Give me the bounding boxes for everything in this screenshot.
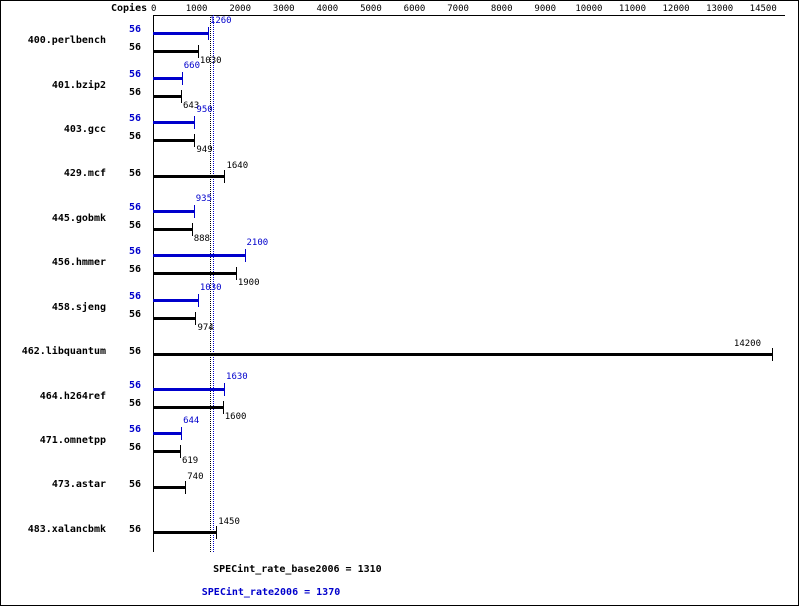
copies-value-base: 56 xyxy=(128,346,141,358)
x-axis-tick-label: 12000 xyxy=(662,4,690,14)
bar-base xyxy=(153,50,198,53)
benchmark-label: 456.hmmer xyxy=(51,257,106,269)
benchmark-label: 458.sjeng xyxy=(51,301,106,313)
bar-peak xyxy=(153,254,245,257)
bar-value-label-peak: 935 xyxy=(195,193,213,204)
copies-value-peak: 56 xyxy=(128,201,141,213)
bar-cap-base xyxy=(198,45,199,58)
summary-label-base: SPECint_rate_base2006 = 1310 xyxy=(213,564,382,575)
x-axis-tick-label: 13000 xyxy=(706,4,734,14)
bar-cap-base xyxy=(223,401,224,414)
benchmark-label: 483.xalancbmk xyxy=(27,523,106,535)
bar-cap-base xyxy=(772,348,773,361)
bar-cap-peak xyxy=(245,249,246,262)
x-axis-tick-label: 14500 xyxy=(749,4,777,14)
bar-value-label-peak: 660 xyxy=(183,60,201,71)
bar-cap-base xyxy=(224,170,225,183)
bar-value-label-base: 1900 xyxy=(237,278,260,289)
bar-cap-base xyxy=(192,223,193,236)
copies-value-base: 56 xyxy=(128,86,141,98)
copies-value-peak: 56 xyxy=(128,113,141,125)
bar-cap-peak xyxy=(181,427,182,440)
bar-value-label-base: 643 xyxy=(183,100,200,111)
copies-value-base: 56 xyxy=(128,397,141,409)
bar-base xyxy=(153,228,192,231)
copies-value-base: 56 xyxy=(128,523,141,535)
bar-value-label-base: 1600 xyxy=(224,411,247,422)
bar-cap-base xyxy=(194,134,195,147)
benchmark-label: 462.libquantum xyxy=(21,346,106,358)
bar-value-label-peak: 1030 xyxy=(199,282,222,293)
bar-base xyxy=(153,272,236,275)
bar-peak xyxy=(153,77,182,80)
copies-value-peak: 56 xyxy=(128,68,141,80)
bar-peak xyxy=(153,299,198,302)
bar-base xyxy=(153,317,195,320)
bar-value-label-base: 14200 xyxy=(733,339,762,350)
copies-value-base: 56 xyxy=(128,168,141,180)
bar-cap-peak xyxy=(182,72,183,85)
x-axis-tick-label: 8000 xyxy=(490,4,513,14)
bar-value-label-peak: 950 xyxy=(196,105,213,116)
copies-value-peak: 56 xyxy=(128,423,141,435)
bar-cap-peak xyxy=(194,205,195,218)
bar-peak xyxy=(153,210,194,213)
bar-cap-base xyxy=(216,526,217,539)
bar-value-label-base: 1450 xyxy=(218,516,240,527)
benchmark-label: 445.gobmk xyxy=(51,212,106,224)
x-axis-tick-label: 7000 xyxy=(447,4,469,14)
bar-base xyxy=(153,450,180,453)
copies-value-peak: 56 xyxy=(128,379,141,391)
benchmark-label: 429.mcf xyxy=(63,168,106,180)
bar-value-label-base: 1030 xyxy=(199,56,222,67)
x-axis-tick-label: 9000 xyxy=(534,4,557,14)
x-axis-tick-label: 5000 xyxy=(360,4,382,14)
bar-cap-peak xyxy=(208,27,209,40)
copies-value-peak: 56 xyxy=(128,24,141,36)
benchmark-label: 464.h264ref xyxy=(39,390,106,402)
bar-cap-base xyxy=(181,90,182,103)
bar-base xyxy=(153,139,194,142)
bar-value-label-base: 740 xyxy=(187,472,204,483)
bar-peak xyxy=(153,432,181,435)
bar-cap-peak xyxy=(194,116,195,129)
bar-value-label-peak: 1260 xyxy=(209,16,232,27)
x-axis-tick-label: 3000 xyxy=(272,4,295,14)
bar-value-label-peak: 1630 xyxy=(226,371,248,382)
benchmark-label: 471.omnetpp xyxy=(39,434,106,446)
x-axis-tick-label: 1000 xyxy=(185,4,208,14)
copies-value-base: 56 xyxy=(128,441,141,453)
bar-value-label-base: 949 xyxy=(196,145,213,156)
bar-peak xyxy=(153,388,224,391)
bar-base xyxy=(153,531,216,534)
bar-cap-base xyxy=(236,267,237,280)
copies-value-base: 56 xyxy=(128,308,141,320)
bar-base xyxy=(153,406,223,409)
bar-base xyxy=(153,353,772,356)
bar-value-label-peak: 644 xyxy=(183,415,200,426)
summary-label-peak: SPECint_rate2006 = 1370 xyxy=(201,587,341,598)
copies-value-peak: 56 xyxy=(128,246,141,258)
bar-cap-base xyxy=(185,481,186,494)
bar-base xyxy=(153,95,181,98)
benchmark-label: 473.astar xyxy=(51,479,106,491)
copies-value-base: 56 xyxy=(128,479,141,491)
copies-value-base: 56 xyxy=(128,264,141,276)
benchmark-label: 401.bzip2 xyxy=(51,79,106,91)
bar-peak xyxy=(153,32,208,35)
copies-value-base: 56 xyxy=(128,42,141,54)
bar-base xyxy=(153,486,185,489)
plot-top-axis xyxy=(153,15,785,16)
copies-value-peak: 56 xyxy=(128,290,141,302)
x-axis-tick-label: 10000 xyxy=(575,4,603,14)
bar-value-label-base: 1640 xyxy=(226,161,249,172)
bar-peak xyxy=(153,121,194,124)
copies-value-base: 56 xyxy=(128,219,141,231)
bar-value-label-peak: 2100 xyxy=(246,238,269,249)
bar-value-label-base: 619 xyxy=(181,455,199,466)
x-axis-tick-label: 0 xyxy=(151,4,157,14)
x-axis-tick-label: 4000 xyxy=(316,4,339,14)
copies-value-base: 56 xyxy=(128,131,141,143)
bar-base xyxy=(153,175,224,178)
bar-value-label-base: 888 xyxy=(193,233,210,244)
x-axis-tick-label: 2000 xyxy=(229,4,252,14)
x-axis-tick-label: 11000 xyxy=(618,4,646,14)
bar-cap-base xyxy=(180,445,181,458)
bar-cap-peak xyxy=(198,294,199,307)
x-axis-tick-label: 6000 xyxy=(403,4,426,14)
bar-cap-base xyxy=(195,312,196,325)
benchmark-label: 403.gcc xyxy=(63,124,106,136)
bar-value-label-base: 974 xyxy=(197,322,214,333)
bar-cap-peak xyxy=(224,383,225,396)
benchmark-label: 400.perlbench xyxy=(27,35,106,47)
copies-column-header: Copies xyxy=(111,3,148,14)
